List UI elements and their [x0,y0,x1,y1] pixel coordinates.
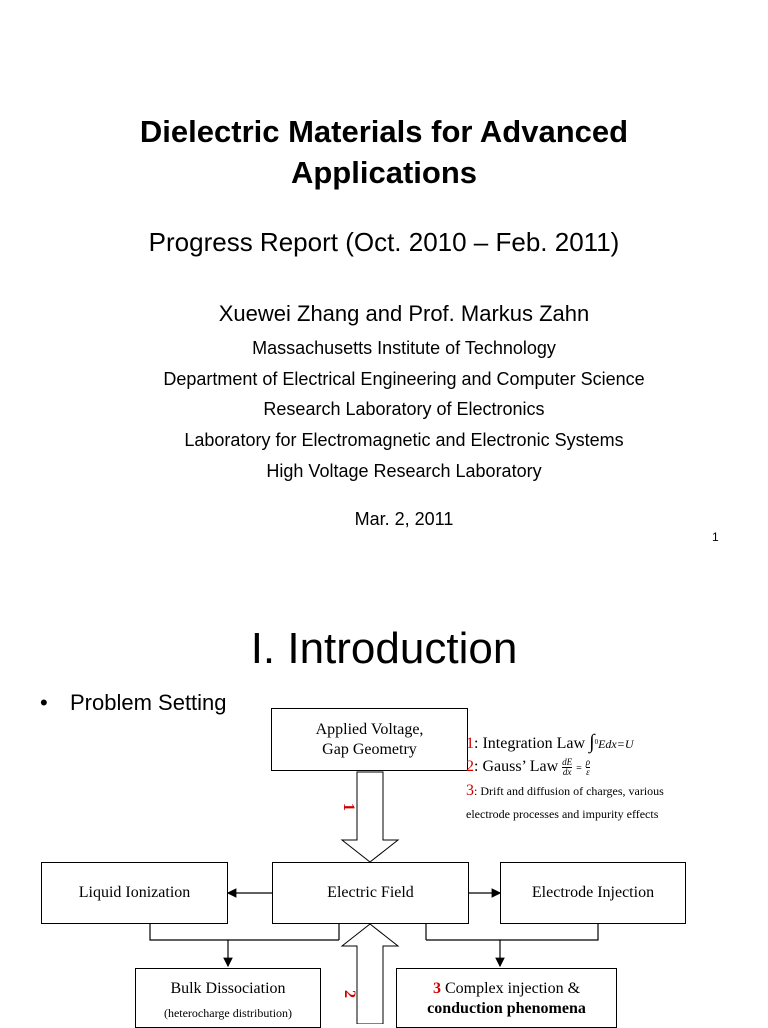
heterocharge-label: (heterocharge distribution) [163,1006,293,1020]
affiliation-hvrl: High Voltage Research Laboratory [266,461,542,481]
note-2-number: 2 [466,758,474,775]
fraction-eps: ε [586,766,590,777]
arrow-label-2: 2 [341,990,358,998]
bullet-problem-setting: Problem Setting [70,690,227,715]
complex-line2: conduction phenomena [427,1000,586,1017]
fraction-de: dE [562,756,573,767]
affiliation-mit: Massachusetts Institute of Technology [252,338,556,358]
fraction-dx: dx [562,766,572,777]
electrode-injection-label: Electrode Injection [531,884,655,901]
complex-line1 [433,979,580,999]
note-2 [466,756,590,780]
hollow-arrow-1 [342,772,398,862]
integral-icon: ∫ [589,731,595,753]
page-number: 1 [712,530,719,544]
slide-title-line1: Dielectric Materials for Advanced [139,114,629,149]
bulk-dissociation-label: Bulk Dissociation [170,980,286,997]
complex-number: 3 [432,980,441,997]
note-3-number: 3 [466,782,474,799]
affiliation-rle: Research Laboratory of Electronics [263,399,545,419]
presentation-date: Mar. 2, 2011 [354,509,454,529]
box-electrode-injection [500,862,686,924]
affiliation-lees: Laboratory for Electromagnetic and Electronic Systems [184,430,624,450]
affiliation-eecs: Department of Electrical Engineering and Computer Science [163,369,645,389]
integral-upper: 0 [594,738,599,746]
box-applied-voltage [271,708,468,771]
slide-title-line2: Applications [290,155,477,190]
note-1-number: 1 [466,735,474,752]
gap-geometry-label: Gap Geometry [322,740,417,758]
arrow-label-1: 1 [340,803,357,811]
connector-electrode-to-complex [500,924,598,966]
box-complex-injection [396,968,617,1028]
liquid-ionization-label: Liquid Ionization [78,884,191,901]
note-3 [466,780,664,802]
section-title: I. Introduction [250,624,518,673]
hollow-arrow-2 [342,924,398,1024]
box-liquid-ionization [41,862,228,924]
note-1-text: : Integration Law [474,735,586,752]
electric-field-label: Electric Field [327,884,414,901]
note-3-text: : Drift and diffusion of charges, various [474,784,664,798]
equals-sign: = [576,763,582,774]
note-1 [466,731,633,755]
note-1-formula: Edx=U [598,737,634,751]
bullet-icon: • [40,690,48,715]
connector-liquid-to-bulk [150,924,228,966]
complex-text1: Complex injection & [444,980,581,997]
note-3-continuation: electrode processes and impurity effects [466,807,659,821]
box-electric-field [272,862,469,924]
note-2-text: : Gauss’ Law [474,758,559,775]
authors: Xuewei Zhang and Prof. Markus Zahn [218,301,590,326]
slide-subtitle: Progress Report (Oct. 2010 – Feb. 2011) [148,227,620,257]
fraction-rho: ρ [585,756,591,767]
box-bulk-dissociation [135,968,321,1028]
applied-voltage-label: Applied Voltage, [315,720,424,738]
fraction-rho-eps [586,758,590,777]
fraction-de-dx [562,758,572,777]
